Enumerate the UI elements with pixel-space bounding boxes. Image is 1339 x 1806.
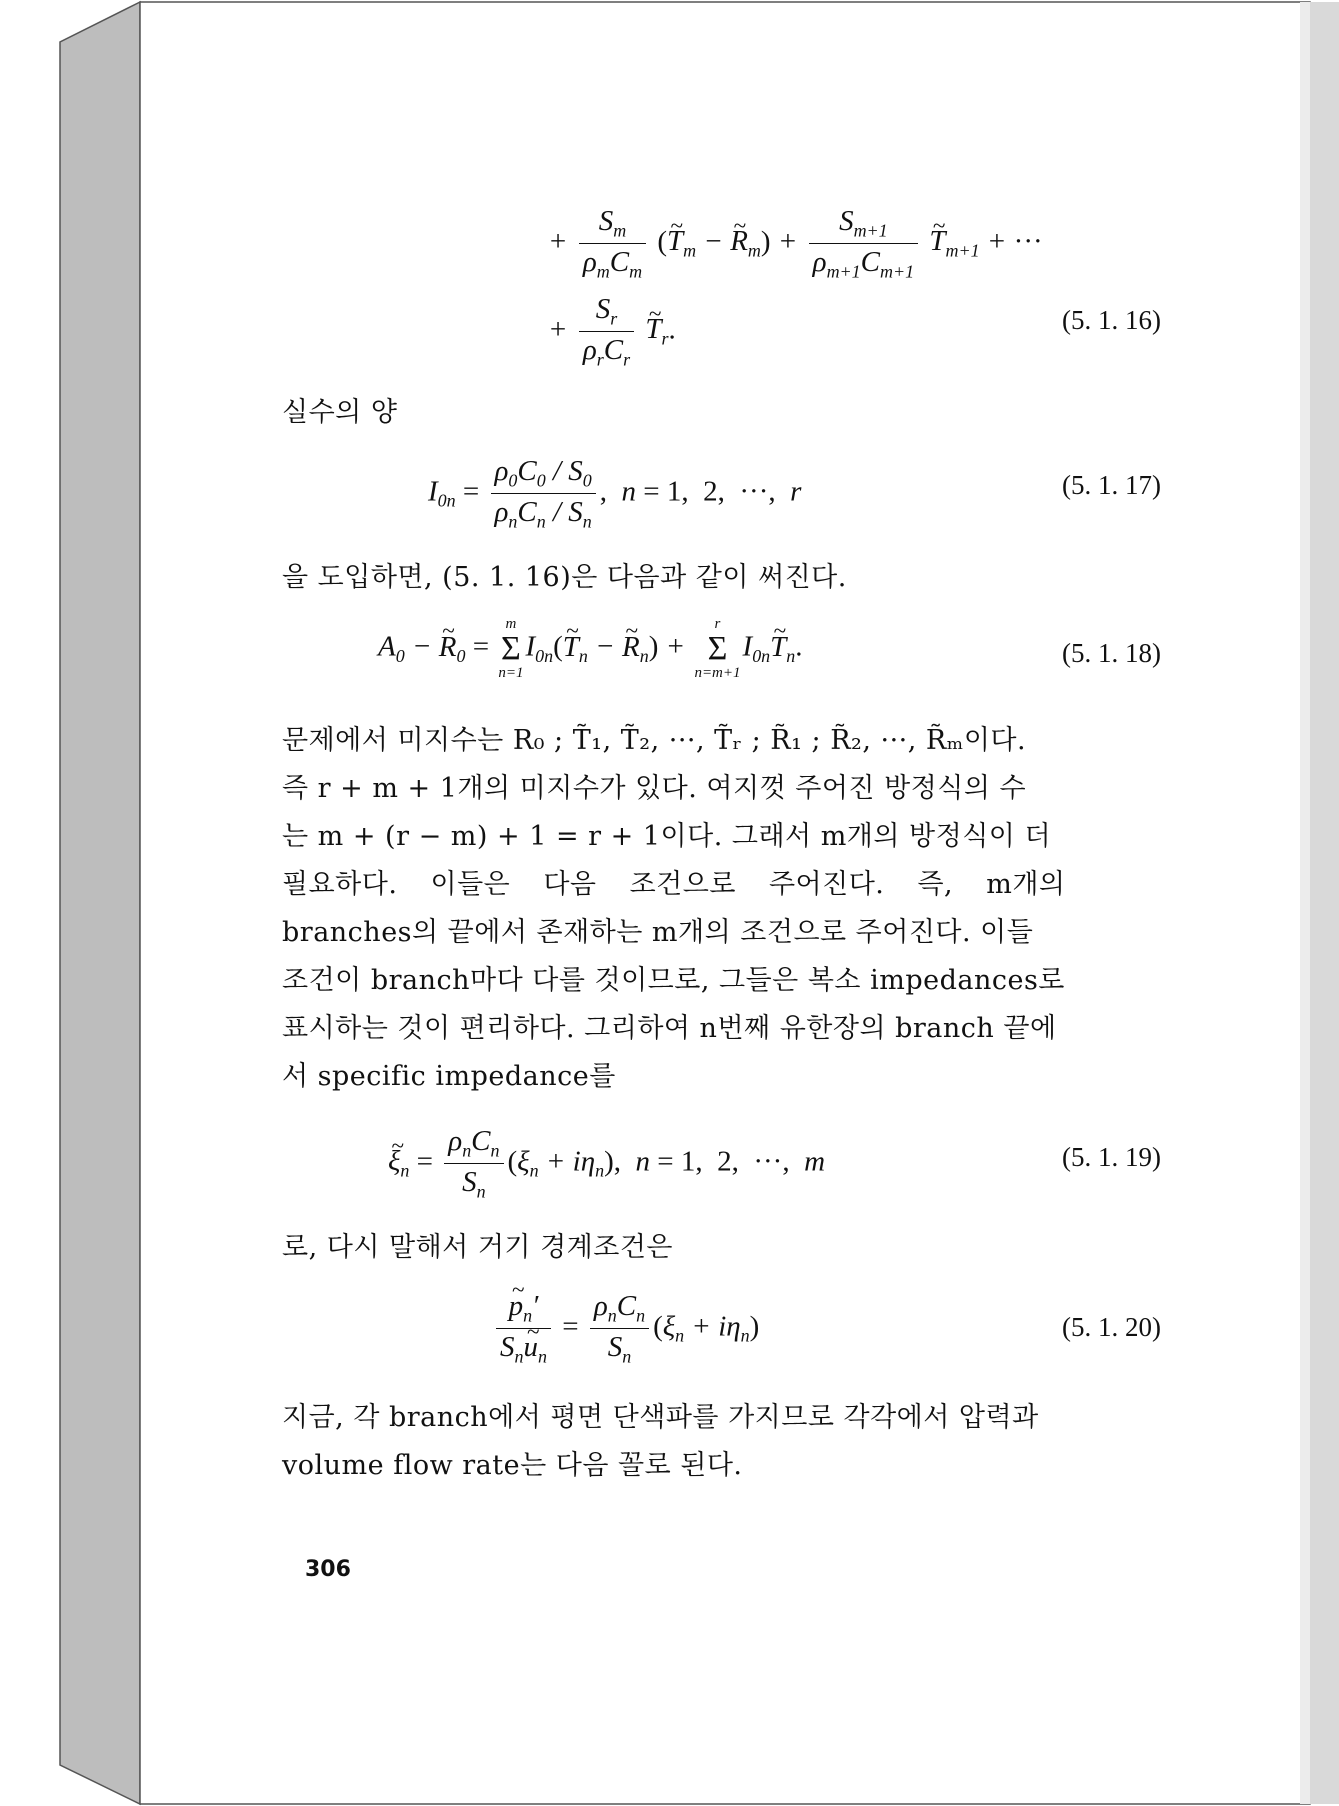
paragraph-unknowns-line8: 서 specific impedance를 — [282, 1061, 616, 1092]
paragraph-unknowns-line7: 표시하는 것이 편리하다. 그리하여 n번째 유한장의 branch 끝에 — [282, 1013, 1057, 1044]
equation-number-5-1-18: (5. 1. 18) — [1062, 638, 1161, 668]
paragraph-unknowns-line3: 는 m + (r − m) + 1 = r + 1이다. 그래서 m개의 방정식이 더 — [282, 821, 1052, 852]
paragraph-boundary: 로, 다시 말해서 거기 경계조건은 — [282, 1232, 673, 1263]
equation-number-5-1-19: (5. 1. 19) — [1062, 1142, 1161, 1172]
paragraph-introduce: 을 도입하면, (5. 1. 16)은 다음과 같이 써진다. — [282, 562, 847, 593]
equation-5-1-18: $A_0$ − ~ $R_0$ = m Σ n=1 $I_{0n}(\sim$ $T_n$ − ~ $R_n$) + r Σ n=m+1 $I_{0n}\sim$ $T_n$. — [378, 617, 803, 681]
equation-5-1-16-line2: + $\frac{S_r}{\rho_rC_r}$ ~ $T_r$. — [548, 293, 676, 371]
paragraph-unknowns-line5: branches의 끝에서 존재하는 m개의 조건으로 주어진다. 이들 — [282, 917, 1034, 948]
equation-5-1-16-line1: + $\frac{S_m}{\rho_mC_m}$ (~ $T_m$ − ~ $R_m$) + $\frac{S_{m+1}}{\rho_{m+1}C_{m+1}}$ ~ $T_{m+1}$ + ··· — [548, 205, 1043, 283]
page-number: 306 — [305, 1557, 351, 1582]
paragraph-plane-wave-line1: 지금, 각 branch에서 평면 단색파를 가지므로 각각에서 압력과 — [282, 1402, 1039, 1433]
paragraph-real-quantity: 실수의 양 — [282, 397, 398, 428]
paragraph-unknowns-line1: 문제에서 미지수는 R₀ ; T̃₁, T̃₂, ···, T̃ᵣ ; R̃₁ ; R̃₂, ···, R̃ₘ이다. — [282, 725, 1027, 756]
paragraph-unknowns-line2: 즉 r + m + 1개의 미지수가 있다. 여지껏 주어진 방정식의 수 — [282, 773, 1027, 804]
paragraph-unknowns-line6: 조건이 branch마다 다를 것이므로, 그들은 복소 impedances로 — [282, 965, 1065, 996]
equation-number-5-1-16: (5. 1. 16) — [1062, 305, 1161, 335]
equation-5-1-17: $I_{0n}$ = $\frac{\rho_0C_0 / S_0}{\rho_nC_n / S_n}$ , n = 1, 2, ···, r — [428, 455, 802, 532]
paragraph-plane-wave-line2: volume flow rate는 다음 꼴로 된다. — [282, 1450, 743, 1481]
equation-number-5-1-20: (5. 1. 20) — [1062, 1312, 1161, 1342]
equation-5-1-19: ~ $\xi_n$ = $\frac{\rho_nC_n}{S_n}$ $(\xi_n + i\eta_n)$, n = 1, 2, ···, m — [388, 1125, 825, 1203]
equation-number-5-1-17: (5. 1. 17) — [1062, 470, 1161, 500]
paragraph-unknowns-line4: 필요하다. 이들은 다음 조건으로 주어진다. 즉, m개의 — [282, 869, 1066, 900]
equation-5-1-20: ~ $\frac{p_n'}{S_n\sim u_n}$ = $\frac{\rho_nC_n}{S_n}$ $(\xi_n + i\eta_n)$ — [492, 1290, 759, 1368]
